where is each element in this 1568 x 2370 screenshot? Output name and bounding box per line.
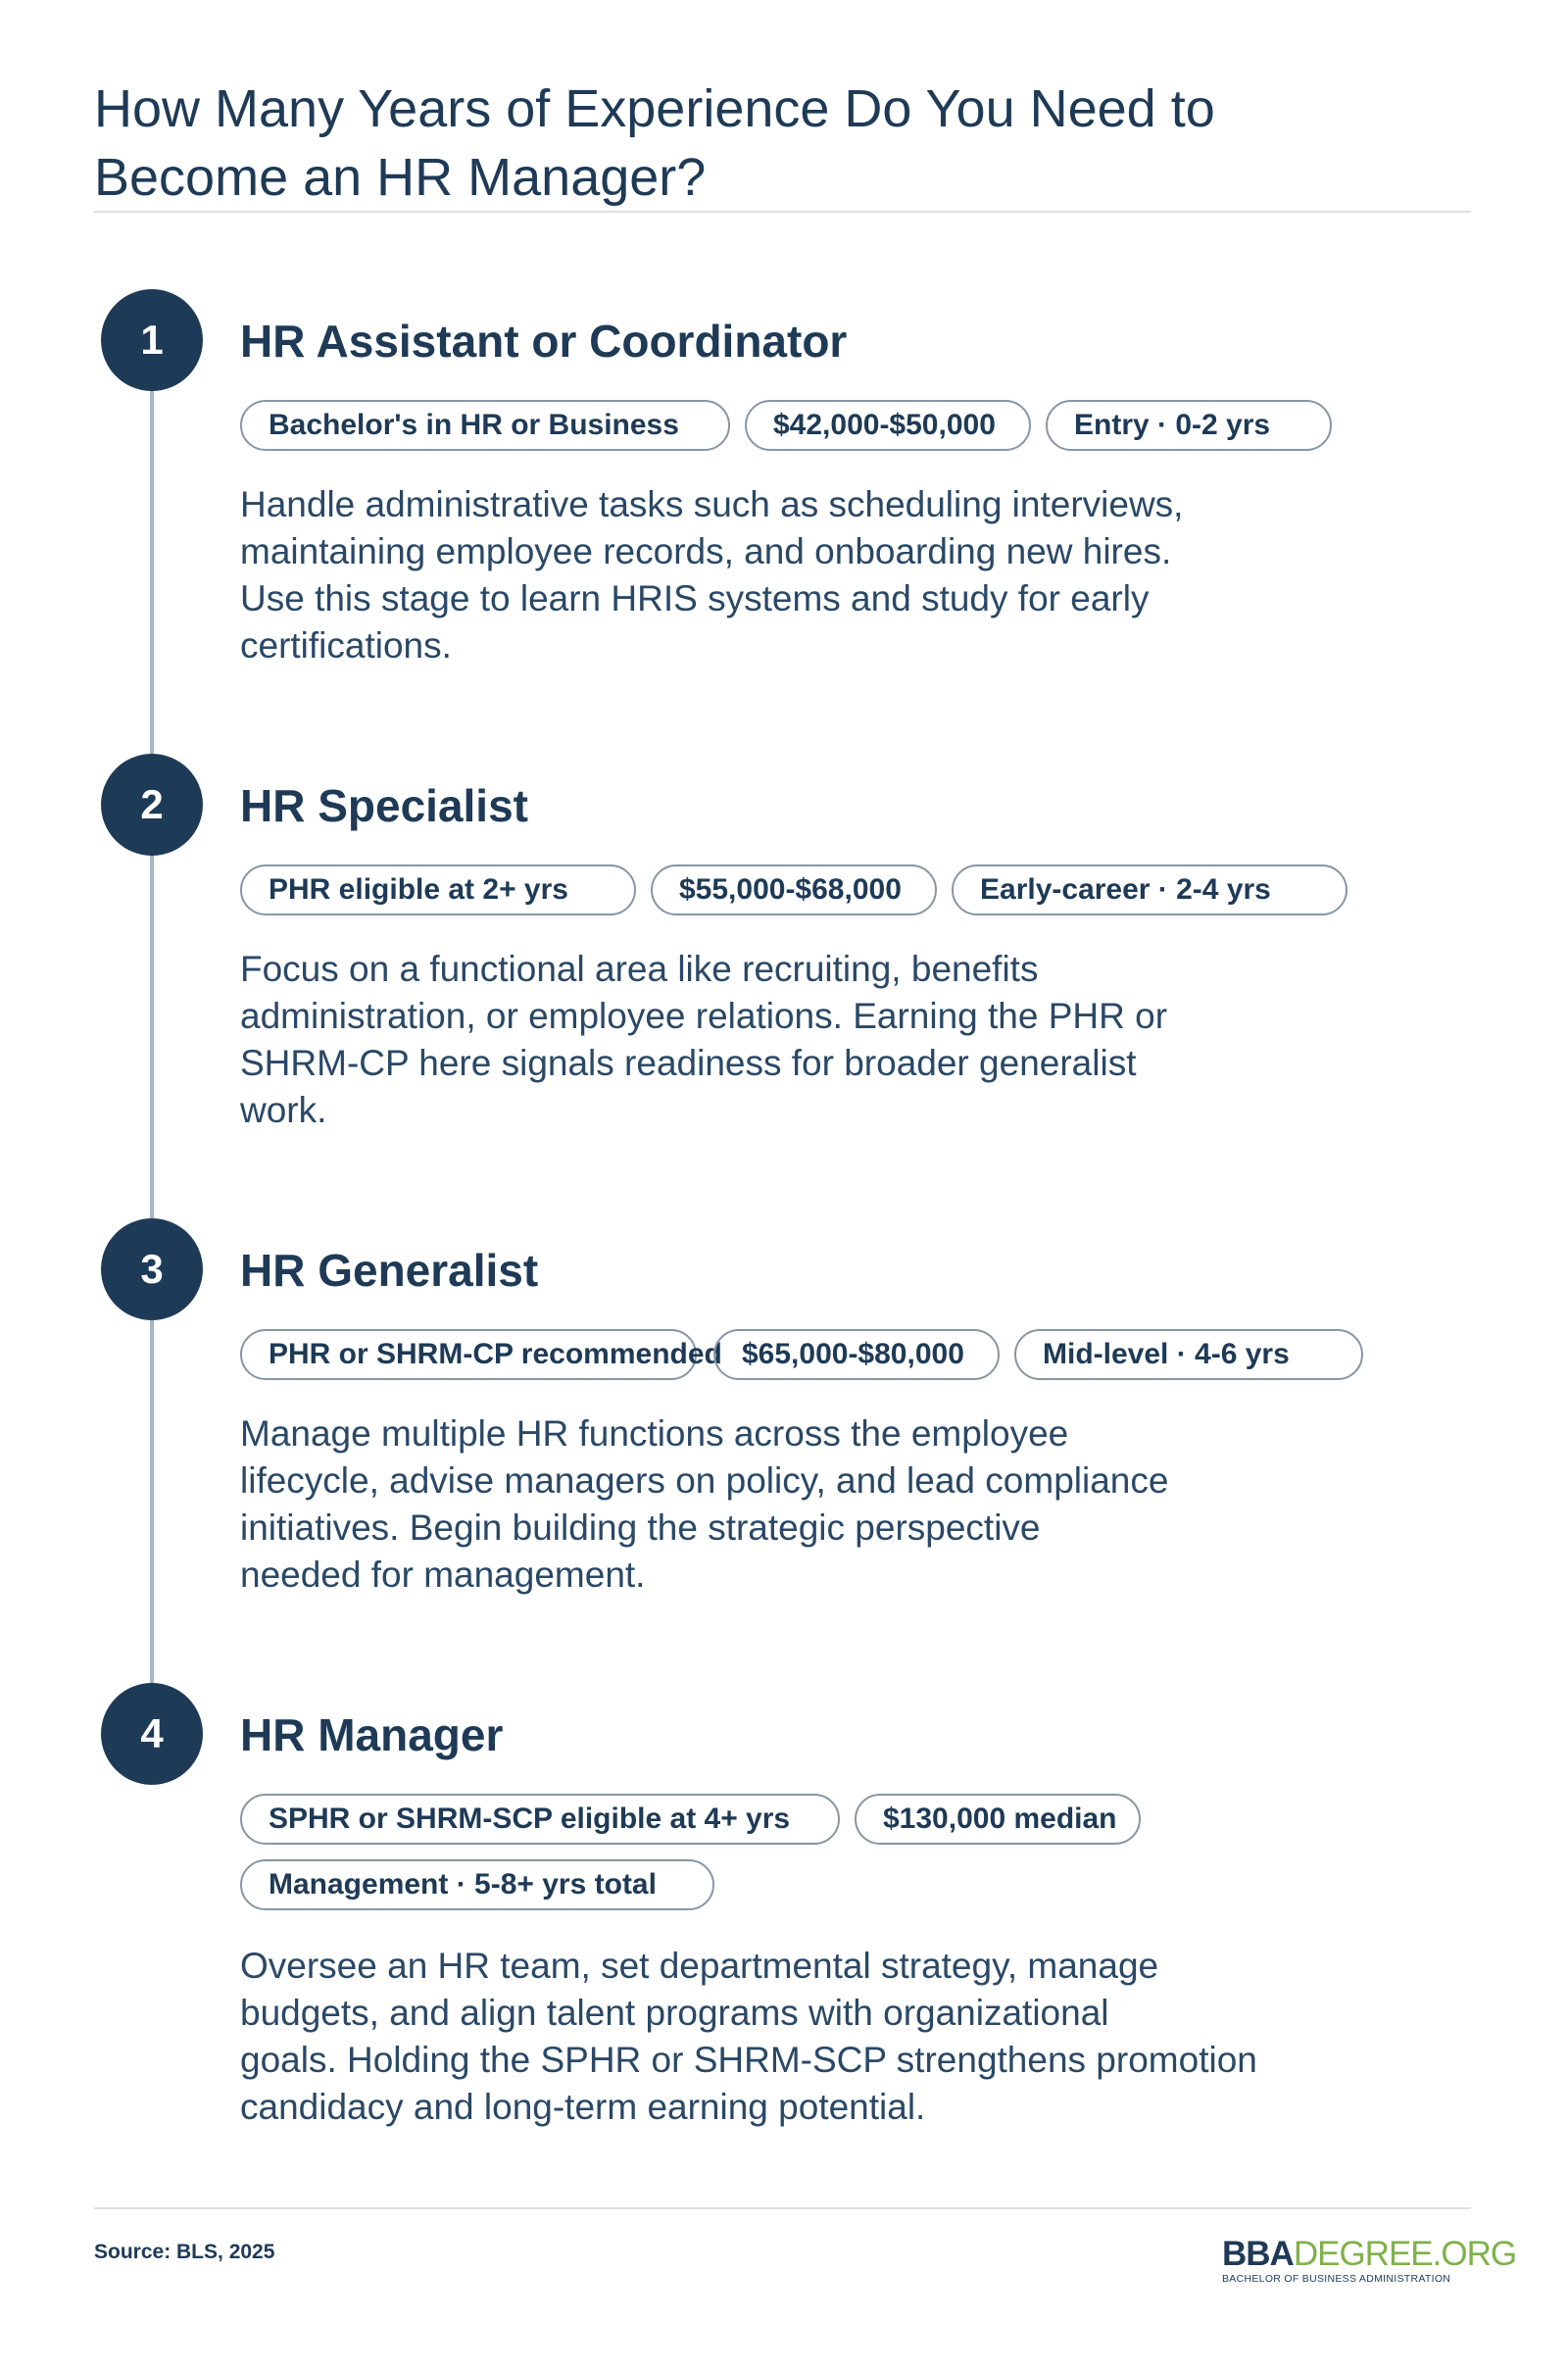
title-line-2: Become an HR Manager?: [94, 148, 707, 208]
salary-tag: $42,000-$50,000: [745, 400, 1031, 451]
step-description: [240, 946, 1167, 1134]
description-line: lifecycle, advise managers on policy, and lead compliance: [240, 1460, 1169, 1501]
footer-divider: [94, 2207, 1471, 2209]
title-line-1: How Many Years of Experience Do You Need to: [94, 79, 1215, 139]
step-title: HR Generalist: [240, 1245, 539, 1296]
education-tag: PHR eligible at 2+ yrs: [240, 864, 636, 915]
experience-tag: Management · 5-8+ yrs total: [240, 1859, 714, 1910]
description-line: Manage multiple HR functions across the employee: [240, 1413, 1069, 1454]
description-line: SHRM-CP here signals readiness for broader generalist: [240, 1043, 1137, 1083]
step-title: HR Specialist: [240, 780, 528, 831]
step-title: HR Manager: [240, 1709, 504, 1760]
description-line: Handle administrative tasks such as scheduling interviews,: [240, 484, 1184, 524]
step-number-badge: 3: [101, 1218, 203, 1320]
education-tag: Bachelor's in HR or Business: [240, 400, 730, 451]
experience-tag: Early-career · 2-4 yrs: [952, 864, 1348, 915]
step-description: [240, 1943, 1257, 2131]
salary-tag: $130,000 median: [855, 1794, 1141, 1845]
description-line: Focus on a functional area like recruiting, benefits: [240, 949, 1039, 989]
description-line: candidacy and long-term earning potential.: [240, 2087, 926, 2127]
description-line: initiatives. Begin building the strategic perspective: [240, 1507, 1041, 1548]
experience-tag: Entry · 0-2 yrs: [1046, 400, 1332, 451]
description-line: needed for management.: [240, 1555, 646, 1595]
description-line: maintaining employee records, and onboarding new hires.: [240, 531, 1172, 571]
description-line: administration, or employee relations. Earning the PHR or: [240, 996, 1168, 1036]
step-description: [240, 1410, 1168, 1599]
header-divider: [94, 211, 1471, 213]
timeline-line: [150, 338, 154, 1735]
description-line: certifications.: [240, 625, 452, 666]
step-number-badge: 2: [101, 754, 203, 856]
logo-wordmark: [1222, 2235, 1517, 2273]
step-number-badge: 4: [101, 1683, 203, 1785]
source-note: Source: BLS, 2025: [94, 2241, 275, 2263]
description-line: work.: [240, 1090, 327, 1130]
description-line: goals. Holding the SPHR or SHRM-SCP strengthens promotion: [240, 2040, 1257, 2080]
step-number-badge: 1: [101, 289, 203, 391]
page-title: [94, 74, 1368, 212]
bbadegree-logo: [1222, 2235, 1517, 2287]
description-line: Oversee an HR team, set departmental strategy, manage: [240, 1946, 1159, 1986]
education-tag: PHR or SHRM-CP recommended: [240, 1329, 697, 1380]
logo-tagline: BACHELOR OF BUSINESS ADMINISTRATION: [1222, 2273, 1451, 2285]
logo-bold-text: BBA: [1222, 2235, 1294, 2273]
step-description: [240, 481, 1183, 669]
step-title: HR Assistant or Coordinator: [240, 316, 848, 367]
experience-tag: Mid-level · 4-6 yrs: [1014, 1329, 1363, 1380]
logo-light-text: DEGREE.ORG: [1293, 2235, 1517, 2273]
description-line: Use this stage to learn HRIS systems and study for early: [240, 578, 1150, 618]
salary-tag: $55,000-$68,000: [651, 864, 937, 915]
salary-tag: $65,000-$80,000: [713, 1329, 1000, 1380]
description-line: budgets, and align talent programs with organizational: [240, 1993, 1109, 2033]
education-tag: SPHR or SHRM-SCP eligible at 4+ yrs: [240, 1794, 840, 1845]
